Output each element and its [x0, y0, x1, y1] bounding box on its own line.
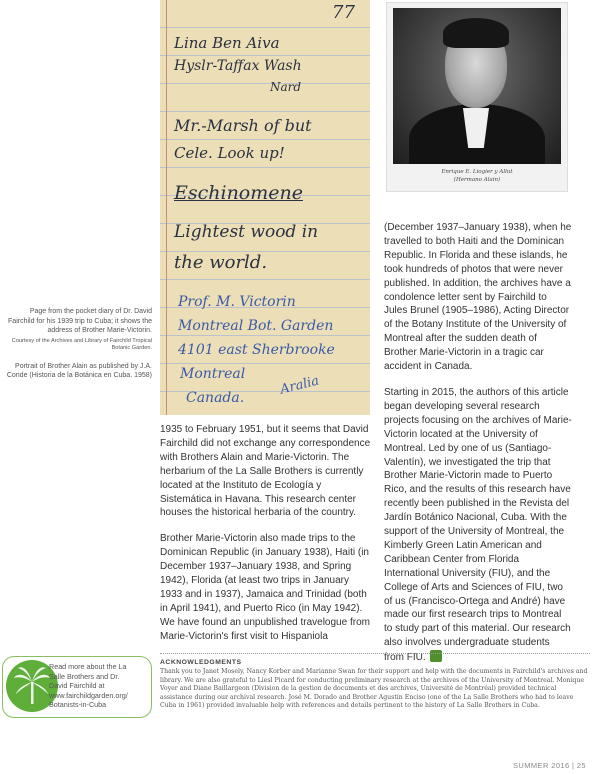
body-paragraph-final	[384, 386, 572, 665]
diary-line: Hyslr-Taffax Wash	[174, 58, 302, 74]
diary-address-line: Montreal Bot. Garden	[178, 318, 334, 334]
diary-line: the world.	[174, 252, 268, 273]
diary-page-image	[160, 0, 370, 415]
body-paragraph-text: Starting in 2015, the authors of this article began developing several research projects focusing on the archives of Marie-Victorin located at the University of Montreal. Led by one of us (Santiago-Valentín), we investigated the trip that Brother Marie-Victorin made to Puerto Rico, and the results of this research have recently been published in the Revista del Jardín Botánico Nacional, Cuba. With the support of the University of Montreal, the Kimberly Green Latin American and Caribbean Center from Florida International University (FIU), and the College of Arts and Sciences of FIU, two of us (Francisco-Ortega and André) have made our first research trips to Montreal to study part of this material. Our research also involves undergraduate students from FIU.	[384, 386, 572, 664]
section-divider	[160, 653, 590, 654]
portrait-photo	[393, 8, 561, 164]
diary-line: Mr.-Marsh of but	[174, 116, 312, 135]
page-footer: SUMMER 2016 | 25	[513, 761, 586, 770]
diary-line: Cele. Look up!	[174, 144, 285, 162]
read-more-line: Salle Brothers and Dr.	[49, 671, 120, 681]
figure-captions	[4, 307, 152, 381]
portrait-caption: Portrait of Brother Alain as published by J.A. Conde (Historia de la Botánica en Cuba. 1958)	[6, 362, 152, 379]
diary-page-number: 77	[332, 2, 355, 23]
body-column-left	[160, 423, 373, 656]
diary-margin-line	[166, 0, 167, 415]
body-column-right	[384, 221, 572, 677]
diary-line: Lina Ben Aiva	[174, 34, 280, 52]
diary-address-line: Prof. M. Victorin	[178, 294, 296, 310]
body-paragraph: 1935 to February 1951, but it seems that David Fairchild did not exchange any correspondence with Brothers Alain and Marie-Victorin. The herbarium of the La Salle Brothers is currently located at the Instituto de Ecología y Sistemática in Havana. This research center houses the historical herbaria of the country.	[160, 424, 371, 519]
acknowledgments-text: Thank you to Janet Mosely, Nancy Korber and Marianne Swan for their support and help with the documents in Fairchild's archives and library. We are also grateful to Liesl Picard for conducting preliminary research at the archives of the University of Montreal. Monique Voyer and Diane Baillargeon (Division de la gestion de documents et des archives, Université de Montréal) provided technical assistance during our archival research. José M. Dorado and Brother Agustín Enciso (one of the La Salle Brothers who had to leave Cuba in 1961) provided invaluable help with references and details pertinent to the history of La Salle Brothers in Cuba.	[160, 668, 588, 710]
acknowledgments	[160, 659, 590, 711]
diary-line: Nard	[270, 80, 302, 94]
read-more-url-link[interactable]: www.fairchildgarden.org/	[49, 690, 128, 700]
acknowledgments-heading: ACKNOWLEDGMENTS	[160, 659, 242, 666]
diary-address-line: Canada.	[186, 390, 245, 406]
read-more-line: David Fairchild at	[49, 681, 105, 690]
portrait-hair	[443, 18, 509, 48]
read-more-box[interactable]	[2, 656, 152, 718]
read-more-path-link[interactable]: Botanists-in-Cuba	[49, 700, 107, 709]
diary-address-line: 4101 east Sherbrooke	[178, 342, 335, 358]
portrait-caption-name: Enrique E. Liogier y Allut	[441, 169, 513, 175]
diary-credit: Courtesy of the Archives and Library of Fairchild Tropical Botanic Garden.	[11, 337, 152, 351]
portrait-image	[386, 2, 568, 192]
diary-caption: Page from the pocket diary of Dr. David Fairchild for his 1939 trip to Cuba; it shows the address of Brother Marie-Victorin.	[8, 308, 152, 334]
portrait-caption-title: (Hermano Alain)	[453, 177, 501, 183]
body-paragraph: (December 1937–January 1938), when he travelled to both Haiti and the Dominican Republic. In Florida and these islands, he took hundreds of photos that were never published. In addition, the archives have a condolence letter sent by Fairchild to Jules Brunel (1905–1986), Acting Director of the Botany Institute of the University of Montreal after the sudden death of Brother Marie-Victorin in a tragic car accident in Canada.	[384, 222, 572, 373]
diary-line: Eschinomene	[174, 182, 303, 204]
body-paragraph: Brother Marie-Victorin also made trips to the Dominican Republic (in January 1938), Haiti (in December 1937–January 1938, and Spring 1942), Florida (at least two trips in January 1933 and in 1937), Jamaica and Trinidad (both in April 1941), and Puerto Rico (in May 1942). We have found an unpublished travelogue from Marie-Victorin's first visit to Hispaniola	[160, 533, 370, 642]
diary-line: Lightest wood in	[174, 222, 319, 242]
read-more-text	[49, 662, 151, 710]
read-more-line: Read more about the La	[49, 662, 127, 671]
diary-address-line: Montreal	[180, 366, 246, 382]
diary-address-note: Aralia	[278, 373, 321, 398]
